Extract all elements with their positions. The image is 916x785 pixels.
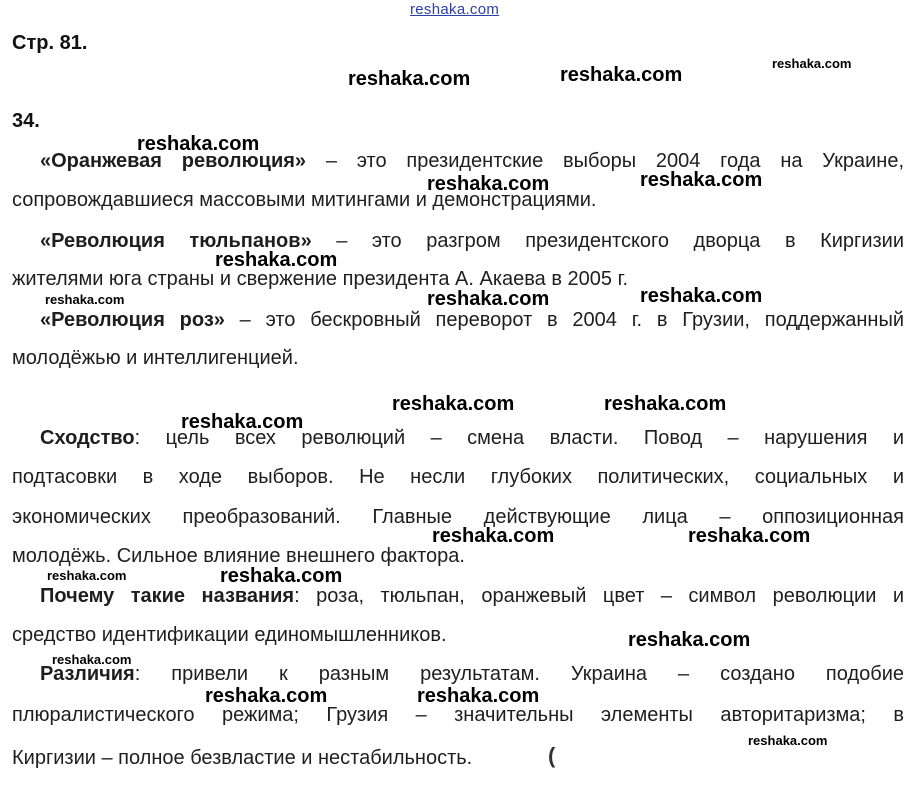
term-differences: Различия [40, 663, 135, 685]
paragraph-names-line-2: средство идентификации единомышленников. [12, 624, 447, 646]
watermark: reshaka.com [772, 56, 852, 71]
page-label: Стр. 81. [12, 32, 88, 54]
watermark: reshaka.com [748, 733, 828, 748]
watermark: reshaka.com [348, 68, 471, 90]
watermark: reshaka.com [137, 133, 260, 155]
watermark: reshaka.com [688, 525, 811, 547]
watermark: reshaka.com [628, 629, 751, 651]
watermark: reshaka.com [432, 525, 555, 547]
paragraph-similarity-line-2: подтасовки в ходе выборов. Не несли глубоких политических, социальных и [12, 466, 904, 488]
site-link[interactable]: reshaka.com [410, 1, 500, 18]
paragraph-differences-line-1 [40, 662, 904, 686]
text: : привели к разным результатам. Украина – создано подобие [134, 663, 904, 685]
watermark: reshaka.com [215, 249, 338, 271]
watermark: reshaka.com [604, 393, 727, 415]
term-similarity: Сходство [40, 427, 135, 449]
watermark: reshaka.com [560, 64, 683, 86]
paragraph-orange-line-1 [40, 149, 904, 173]
paragraph-tulip-line-2: жителями юга страны и свержение президента А. Акаева в 2005 г. [12, 268, 628, 290]
text: – это бескровный переворот в 2004 г. в Грузии, поддержанный [224, 309, 904, 331]
term-orange: «Оранжевая революция» [40, 150, 307, 172]
watermark: reshaka.com [47, 568, 127, 583]
text: – это президентские выборы 2004 года на Украине, [306, 150, 904, 172]
paragraph-differences-line-2: плюралистического режима; Грузия – значительны элементы авторитаризма; в [12, 704, 904, 726]
task-number: 34. [12, 110, 40, 132]
watermark: reshaka.com [427, 173, 550, 195]
paragraph-roses-line-2: молодёжью и интеллигенцией. [12, 347, 299, 369]
term-roses: «Революция роз» [40, 309, 225, 331]
paragraph-roses-line-1 [40, 308, 904, 332]
paragraph-similarity-line-1 [40, 426, 904, 450]
paragraph-names-line-1 [40, 584, 904, 608]
text: : роза, тюльпан, оранжевый цвет – символ революции и [294, 585, 905, 607]
watermark: reshaka.com [220, 565, 343, 587]
watermark: reshaka.com [427, 288, 550, 310]
term-tulip: «Революция тюльпанов» [40, 230, 312, 252]
watermark: reshaka.com [52, 652, 132, 667]
paragraph-orange-line-2: сопровождавшиеся массовыми митингами и демонстрациями. [12, 189, 597, 211]
watermark: reshaka.com [417, 685, 540, 707]
paragraph-differences-line-3: Киргизии – полное безвластие и нестабильность. [12, 747, 473, 769]
watermark: reshaka.com [181, 411, 304, 433]
paragraph-similarity-line-4: молодёжь. Сильное влияние внешнего фактора. [12, 545, 465, 567]
paragraph-similarity-line-3: экономических преобразований. Главные действующие лица – оппозиционная [12, 506, 904, 528]
watermark: reshaka.com [640, 285, 763, 307]
paragraph-tulip-line-1 [40, 229, 904, 253]
text: : цель всех революций – смена власти. Повод – нарушения и [134, 427, 904, 449]
watermark: reshaka.com [45, 292, 125, 307]
watermark: reshaka.com [640, 169, 763, 191]
watermark: reshaka.com [392, 393, 515, 415]
text: – это разгром президентского дворца в Киргизии [311, 230, 905, 252]
term-names: Почему такие названия [40, 585, 295, 607]
cropped-glyph: ( [548, 743, 556, 768]
watermark: reshaka.com [205, 685, 328, 707]
